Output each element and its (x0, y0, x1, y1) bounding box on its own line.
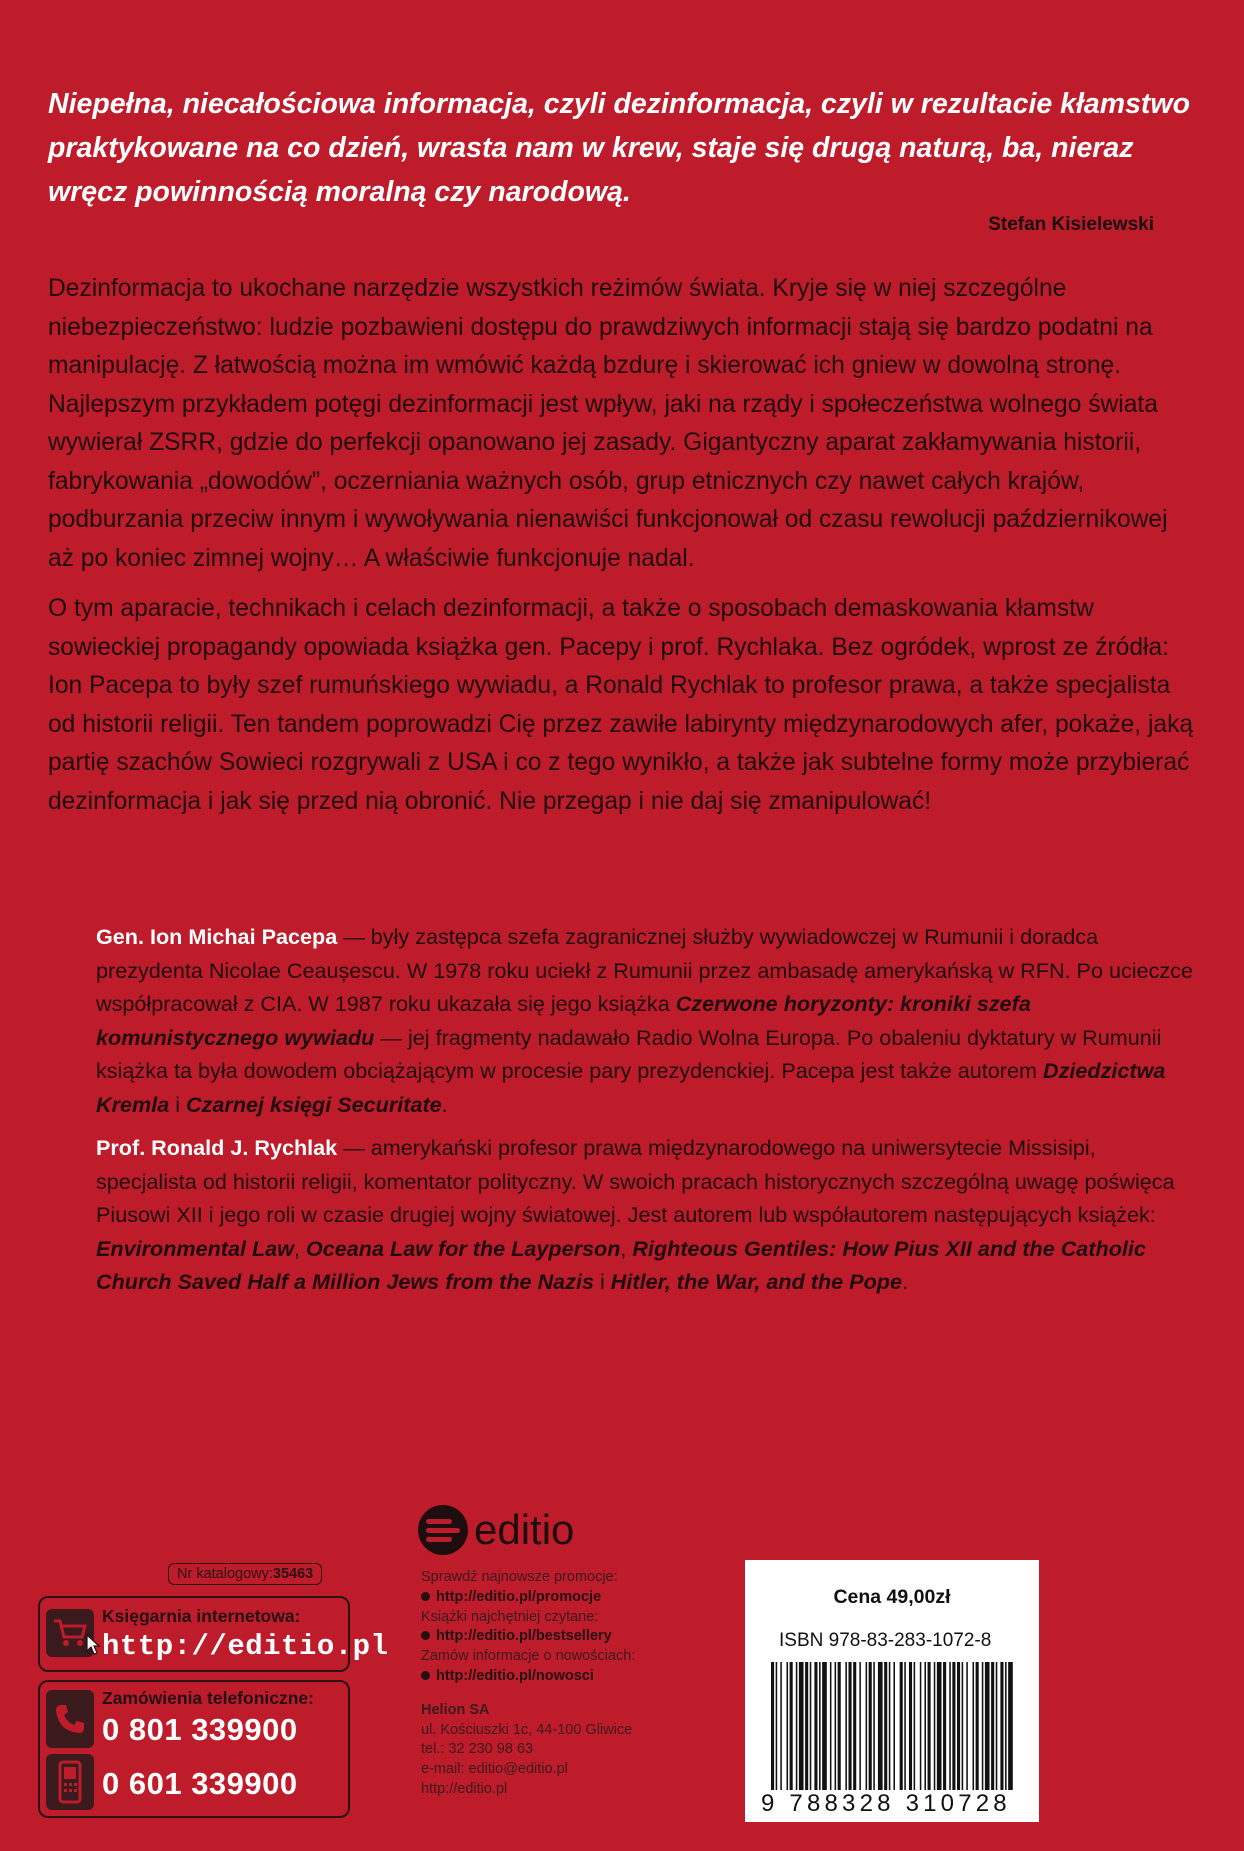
telephone-icon (46, 1690, 94, 1748)
mobile-phone-icon (46, 1754, 94, 1810)
author-name-pacepa: Gen. Ion Michai Pacepa (96, 924, 338, 949)
barcode-bar (904, 1662, 906, 1790)
barcode-bar (962, 1662, 964, 1790)
barcode-bar (814, 1662, 817, 1790)
barcode-bar (819, 1662, 821, 1790)
publisher-info (421, 1568, 691, 1800)
phone-number-1[interactable]: 0 801 339900 (102, 1712, 298, 1747)
mouse-cursor-icon (86, 1632, 100, 1663)
bullet-icon (421, 1631, 430, 1640)
barcode-bar (1008, 1662, 1013, 1790)
book-title: Environmental Law (96, 1235, 294, 1261)
barcode-bar (878, 1662, 883, 1790)
bio-text: — były zastępca szefa zagranicznej służby wywiadowczej w Rumunii i doradca prezydenta Nicolae Ceaușescu. W 1978 roku uciekł z Rumunii przez ambasadę amerykańską w RFN. Po ucieczce współpracował z CIA. W 1987 roku ukazała się jego książka (96, 924, 1193, 1016)
barcode-bar (991, 1662, 994, 1790)
company-address: ul. Kościuszki 1c, 44-100 Gliwice (421, 1721, 633, 1738)
promo-url[interactable]: http://editio.pl/promocje (436, 1588, 602, 1605)
bio-text: , (293, 1235, 306, 1261)
barcode-bar (790, 1662, 793, 1790)
barcode-bar (799, 1662, 804, 1790)
catalog-value: 35463 (272, 1566, 314, 1582)
book-title: Czarnej księgi Securitate (186, 1091, 442, 1117)
description-paragraph-1: Dezinformacja to ukochane narzędzie wszystkich reżimów świata. Kryje się w niej szczególne niebezpieczeństwo: ludzie pozbawieni dostępu do prawdziwych informacji stają się bardzo podatni na manipulację. Z łatwością można im wmówić każdą bzdurę i skierować ich gniew w dowolną stronę. Najlepszym przykładem potęgi dezinformacji jest wpływ, jaki na rządy i społeczeństwa wolnego świata wywierał ZSRR, gdzie do perfekcji opanowano jej zasady. Gigantyczny aparat zakłamywania historii, fabrykowania „dowodów”, oczerniania ważnych osób, grup etnicznych czy nawet całych krajów, podburzania przeciw innym i wywoływania nienawiści funkcjonował od czasu rewolucji październikowej aż po koniec zimnej wojny… A właściwie funkcjonuje nadal. (48, 275, 1168, 572)
bestsellers-url[interactable]: http://editio.pl/bestsellery (436, 1628, 612, 1645)
barcode-bar (928, 1662, 931, 1790)
news-label: Zamów informacje o nowościach: (421, 1648, 636, 1665)
barcode-bar (805, 1662, 808, 1790)
bio-text: — amerykański profesor prawa międzynarodowego na uniwersytecie Missisipi, specjalista od historii religii, komentator polityczny. W swoich pracach historycznych szczególną uwagę poświęca Piusowi XII i jego roli w czasie drugiej wojny światowej. Jest autorem lub współautorem następujących książek: (96, 1135, 1175, 1227)
barcode-bar (869, 1662, 872, 1790)
publisher-logo (418, 1505, 574, 1555)
barcode-bar (982, 1662, 984, 1790)
barcode-bar (810, 1662, 812, 1790)
barcode-bar (952, 1662, 955, 1790)
book-description (48, 270, 1198, 821)
author-name-rychlak: Prof. Ronald J. Rychlak (96, 1135, 338, 1160)
bio-pacepa (96, 920, 1196, 1121)
bio-text: . (901, 1269, 908, 1294)
phone-orders-box (38, 1680, 350, 1818)
barcode-bar (780, 1662, 782, 1790)
phone-label: Zamówienia telefoniczne: (102, 1688, 314, 1708)
isbn-number: ISBN 978-83-283-1072-8 (779, 1630, 992, 1651)
barcode-bar (849, 1662, 852, 1790)
editio-logo-icon (418, 1505, 468, 1555)
barcode-bar (830, 1662, 832, 1790)
promo-link[interactable] (421, 1588, 691, 1608)
book-title: Czerwone horyzonty: kroniki szefa komunistycznego wywiadu (96, 991, 1031, 1050)
bio-text: , (620, 1235, 633, 1261)
barcode-bar (845, 1662, 847, 1790)
barcode-bar (949, 1662, 951, 1790)
barcode-bar (787, 1662, 789, 1790)
barcode-bar (884, 1662, 887, 1790)
barcode-bar (796, 1662, 798, 1790)
book-title: Righteous Gentiles: How Pius XII and the Catholic Church Saved Half a Million Jews from the Nazis (96, 1235, 1146, 1294)
epigraph-quote: Niepełna, niecałościowa informacja, czyli dezinformacja, czyli w rezultacie kłamstwo praktykowane na co dzień, wrasta nam w krew, staje się drugą naturą, ba, nieraz wręcz powinnością moralną czy narodową. (48, 88, 1191, 208)
barcode-bar (973, 1662, 975, 1790)
barcode-bar (873, 1662, 875, 1790)
phone-number-2[interactable]: 0 601 339900 (102, 1766, 298, 1801)
company-website[interactable]: http://editio.pl (421, 1780, 508, 1797)
quote-author: Stefan Kisielewski (988, 214, 1154, 235)
barcode-bar (853, 1662, 856, 1790)
book-title: Oceana Law for the Layperson (305, 1235, 621, 1261)
company-phone: tel.: 32 230 98 63 (421, 1741, 534, 1758)
barcode-bar (985, 1662, 990, 1790)
catalog-number (168, 1563, 322, 1585)
bestsellers-link[interactable] (421, 1627, 691, 1647)
book-title: Hitler, the War, and the Pope (610, 1269, 902, 1294)
shop-label: Księgarnia internetowa: (102, 1606, 301, 1626)
barcode-bar (771, 1662, 774, 1790)
company-name: Helion SA (421, 1701, 490, 1718)
barcode-bar (1005, 1662, 1007, 1790)
promo-label: Sprawdź najnowsze promocje: (421, 1569, 618, 1585)
price-label: Cena 49,00zł (833, 1586, 951, 1608)
barcode-bar (966, 1662, 968, 1790)
bio-text: — jej fragmenty nadawało Radio Wolna Europa. Po obaleniu dyktatury w Rumunii książka ta była dowodem obciążającym w procesie pary prezydenckiej. Pacepa jest także autorem (96, 1024, 1162, 1083)
barcode-bar (934, 1662, 936, 1790)
bio-text: i (169, 1091, 187, 1117)
barcode-bar (1000, 1662, 1003, 1790)
barcode-bar (909, 1662, 912, 1790)
news-link[interactable] (421, 1667, 691, 1687)
barcode (771, 1662, 1013, 1790)
barcode-bar (822, 1662, 827, 1790)
barcode-bar (776, 1662, 778, 1790)
news-url[interactable]: http://editio.pl/nowosci (436, 1667, 594, 1684)
bullet-icon (421, 1592, 430, 1601)
company-email[interactable]: e-mail: editio@editio.pl (421, 1761, 568, 1778)
barcode-bar (924, 1662, 926, 1790)
book-title: Dziedzictwa Kremla (96, 1058, 1166, 1117)
barcode-bar (943, 1662, 946, 1790)
price-barcode-box (745, 1560, 1039, 1822)
barcode-bar (914, 1662, 916, 1790)
bio-text: i (593, 1269, 611, 1294)
barcode-bar (920, 1662, 922, 1790)
shop-url-link[interactable]: http://editio.pl (102, 1630, 389, 1663)
barcode-digits: 9 788328 310728 (761, 1790, 1011, 1817)
barcode-bar (996, 1662, 998, 1790)
barcode-bar (900, 1662, 903, 1790)
catalog-label: Nr katalogowy: (177, 1566, 273, 1582)
barcode-bar (893, 1662, 895, 1790)
online-shop-box[interactable] (38, 1596, 389, 1672)
description-paragraph-2: O tym aparacie, technikach i celach dezinformacji, a także o sposobach demaskowania kłamstw sowieckiej propagandy opowiada książka gen. Pacepy i prof. Rychlaka. Bez ogródek, wprost ze źródła: Ion Pacepa to były szef rumuńskiego wywiadu, a Ronald Rychlak to profesor prawa, a także specjalista od historii religii. Ten tandem poprowadzi Cię przez zawiłe labirynty międzynarodowych afer, pokaże, jaką partię szachów Sowieci rozgrywali z USA i co z tego wynikło, a także jak subtelne formy może przybierać dezinformacja i jak się przed nią obronić. Nie przegap i nie daj się zmanipulować! (48, 595, 1194, 815)
barcode-bar (976, 1662, 979, 1790)
bullet-icon (421, 1671, 430, 1680)
barcode-bar (957, 1662, 960, 1790)
bio-text: . (441, 1091, 448, 1117)
barcode-bar (838, 1662, 841, 1790)
bestsellers-label: Książki najchętniej czytane: (421, 1608, 599, 1625)
barcode-bar (835, 1662, 837, 1790)
bio-rychlak (96, 1131, 1196, 1299)
barcode-bar (889, 1662, 891, 1790)
publisher-name: editio (474, 1506, 575, 1553)
barcode-bar (866, 1662, 868, 1790)
barcode-bar (937, 1662, 942, 1790)
author-bios (96, 920, 1196, 1299)
barcode-bar (859, 1662, 861, 1790)
